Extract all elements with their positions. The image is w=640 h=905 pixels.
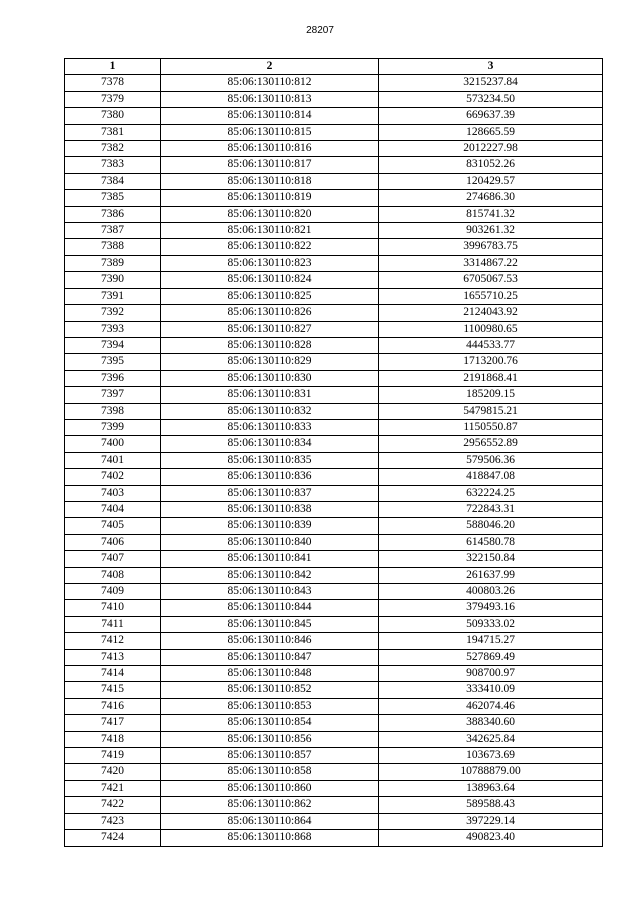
table-row — [65, 173, 603, 189]
row-number-cell: 7389 — [65, 255, 161, 271]
table-row — [65, 370, 603, 386]
table-row — [65, 255, 603, 271]
row-number-cell: 7419 — [65, 748, 161, 764]
value-cell: 579506.36 — [379, 452, 603, 468]
value-cell: 632224.25 — [379, 485, 603, 501]
column-header: 1 — [65, 59, 161, 75]
cadastral-number-cell: 85:06:130110:827 — [161, 321, 379, 337]
table-row — [65, 764, 603, 780]
table-row — [65, 551, 603, 567]
column-header: 3 — [379, 59, 603, 75]
value-cell: 669637.39 — [379, 108, 603, 124]
row-number-cell: 7393 — [65, 321, 161, 337]
table-row — [65, 91, 603, 107]
value-cell: 3215237.84 — [379, 75, 603, 91]
cadastral-number-cell: 85:06:130110:831 — [161, 387, 379, 403]
cadastral-number-cell: 85:06:130110:834 — [161, 436, 379, 452]
value-cell: 1150550.87 — [379, 419, 603, 435]
cadastral-number-cell: 85:06:130110:862 — [161, 797, 379, 813]
cadastral-number-cell: 85:06:130110:824 — [161, 272, 379, 288]
value-cell: 10788879.00 — [379, 764, 603, 780]
value-cell: 1713200.76 — [379, 354, 603, 370]
row-number-cell: 7378 — [65, 75, 161, 91]
row-number-cell: 7424 — [65, 830, 161, 846]
cadastral-number-cell: 85:06:130110:829 — [161, 354, 379, 370]
value-cell: 322150.84 — [379, 551, 603, 567]
table-body — [65, 75, 603, 846]
value-cell: 333410.09 — [379, 682, 603, 698]
table-row — [65, 797, 603, 813]
cadastral-number-cell: 85:06:130110:835 — [161, 452, 379, 468]
value-cell: 573234.50 — [379, 91, 603, 107]
table-row — [65, 649, 603, 665]
table-row — [65, 616, 603, 632]
row-number-cell: 7423 — [65, 813, 161, 829]
value-cell: 194715.27 — [379, 633, 603, 649]
value-cell: 261637.99 — [379, 567, 603, 583]
cadastral-number-cell: 85:06:130110:812 — [161, 75, 379, 91]
row-number-cell: 7420 — [65, 764, 161, 780]
value-cell: 903261.32 — [379, 223, 603, 239]
cadastral-number-cell: 85:06:130110:837 — [161, 485, 379, 501]
cadastral-number-cell: 85:06:130110:819 — [161, 190, 379, 206]
row-number-cell: 7388 — [65, 239, 161, 255]
cadastral-number-cell: 85:06:130110:858 — [161, 764, 379, 780]
value-cell: 3996783.75 — [379, 239, 603, 255]
value-cell: 614580.78 — [379, 534, 603, 550]
row-number-cell: 7396 — [65, 370, 161, 386]
row-number-cell: 7403 — [65, 485, 161, 501]
table-row — [65, 141, 603, 157]
row-number-cell: 7406 — [65, 534, 161, 550]
value-cell: 397229.14 — [379, 813, 603, 829]
cadastral-number-cell: 85:06:130110:832 — [161, 403, 379, 419]
value-cell: 103673.69 — [379, 748, 603, 764]
table-row — [65, 518, 603, 534]
row-number-cell: 7409 — [65, 584, 161, 600]
cadastral-number-cell: 85:06:130110:843 — [161, 584, 379, 600]
cadastral-number-cell: 85:06:130110:848 — [161, 666, 379, 682]
column-header: 2 — [161, 59, 379, 75]
value-cell: 418847.08 — [379, 469, 603, 485]
cadastral-number-cell: 85:06:130110:868 — [161, 830, 379, 846]
cadastral-number-cell: 85:06:130110:844 — [161, 600, 379, 616]
cadastral-number-cell: 85:06:130110:823 — [161, 255, 379, 271]
row-number-cell: 7399 — [65, 419, 161, 435]
value-cell: 379493.16 — [379, 600, 603, 616]
cadastral-number-cell: 85:06:130110:836 — [161, 469, 379, 485]
value-cell: 5479815.21 — [379, 403, 603, 419]
cadastral-number-cell: 85:06:130110:856 — [161, 731, 379, 747]
cadastral-number-cell: 85:06:130110:818 — [161, 173, 379, 189]
value-cell: 509333.02 — [379, 616, 603, 632]
table-row — [65, 436, 603, 452]
cadastral-number-cell: 85:06:130110:853 — [161, 698, 379, 714]
table-row — [65, 419, 603, 435]
table-row — [65, 272, 603, 288]
row-number-cell: 7381 — [65, 124, 161, 140]
value-cell: 444533.77 — [379, 337, 603, 353]
value-cell: 120429.57 — [379, 173, 603, 189]
cadastral-number-cell: 85:06:130110:815 — [161, 124, 379, 140]
row-number-cell: 7408 — [65, 567, 161, 583]
value-cell: 527869.49 — [379, 649, 603, 665]
table-row — [65, 698, 603, 714]
value-cell: 722843.31 — [379, 501, 603, 517]
table-row — [65, 124, 603, 140]
row-number-cell: 7405 — [65, 518, 161, 534]
cadastral-number-cell: 85:06:130110:814 — [161, 108, 379, 124]
table-row — [65, 108, 603, 124]
row-number-cell: 7391 — [65, 288, 161, 304]
table-row — [65, 452, 603, 468]
table-row — [65, 633, 603, 649]
cadastral-number-cell: 85:06:130110:826 — [161, 305, 379, 321]
row-number-cell: 7421 — [65, 780, 161, 796]
cadastral-number-cell: 85:06:130110:838 — [161, 501, 379, 517]
table-row — [65, 75, 603, 91]
value-cell: 908700.97 — [379, 666, 603, 682]
row-number-cell: 7404 — [65, 501, 161, 517]
value-cell: 138963.64 — [379, 780, 603, 796]
row-number-cell: 7414 — [65, 666, 161, 682]
header-row — [65, 59, 603, 75]
row-number-cell: 7407 — [65, 551, 161, 567]
table-row — [65, 321, 603, 337]
table-row — [65, 190, 603, 206]
row-number-cell: 7380 — [65, 108, 161, 124]
row-number-cell: 7412 — [65, 633, 161, 649]
row-number-cell: 7386 — [65, 206, 161, 222]
table-row — [65, 666, 603, 682]
table-row — [65, 157, 603, 173]
table-row — [65, 387, 603, 403]
value-cell: 2191868.41 — [379, 370, 603, 386]
table-row — [65, 337, 603, 353]
cadastral-number-cell: 85:06:130110:813 — [161, 91, 379, 107]
cadastral-number-cell: 85:06:130110:816 — [161, 141, 379, 157]
row-number-cell: 7387 — [65, 223, 161, 239]
row-number-cell: 7384 — [65, 173, 161, 189]
table-row — [65, 501, 603, 517]
table-row — [65, 584, 603, 600]
cadastral-number-cell: 85:06:130110:847 — [161, 649, 379, 665]
table-row — [65, 223, 603, 239]
table-row — [65, 813, 603, 829]
table-row — [65, 715, 603, 731]
row-number-cell: 7422 — [65, 797, 161, 813]
value-cell: 274686.30 — [379, 190, 603, 206]
row-number-cell: 7400 — [65, 436, 161, 452]
value-cell: 815741.32 — [379, 206, 603, 222]
cadastral-number-cell: 85:06:130110:864 — [161, 813, 379, 829]
table-row — [65, 748, 603, 764]
cadastral-number-cell: 85:06:130110:830 — [161, 370, 379, 386]
table-row — [65, 288, 603, 304]
row-number-cell: 7395 — [65, 354, 161, 370]
table-row — [65, 567, 603, 583]
cadastral-number-cell: 85:06:130110:845 — [161, 616, 379, 632]
page-number: 28207 — [306, 25, 334, 36]
value-cell: 128665.59 — [379, 124, 603, 140]
value-cell: 2012227.98 — [379, 141, 603, 157]
value-cell: 2956552.89 — [379, 436, 603, 452]
cadastral-number-cell: 85:06:130110:860 — [161, 780, 379, 796]
row-number-cell: 7416 — [65, 698, 161, 714]
cadastral-number-cell: 85:06:130110:833 — [161, 419, 379, 435]
row-number-cell: 7390 — [65, 272, 161, 288]
value-cell: 831052.26 — [379, 157, 603, 173]
row-number-cell: 7411 — [65, 616, 161, 632]
row-number-cell: 7415 — [65, 682, 161, 698]
table-row — [65, 534, 603, 550]
table-row — [65, 731, 603, 747]
cadastral-number-cell: 85:06:130110:841 — [161, 551, 379, 567]
value-cell: 3314867.22 — [379, 255, 603, 271]
cadastral-number-cell: 85:06:130110:840 — [161, 534, 379, 550]
row-number-cell: 7398 — [65, 403, 161, 419]
value-cell: 388340.60 — [379, 715, 603, 731]
value-cell: 490823.40 — [379, 830, 603, 846]
cadastral-number-cell: 85:06:130110:839 — [161, 518, 379, 534]
cadastral-number-cell: 85:06:130110:842 — [161, 567, 379, 583]
value-cell: 6705067.53 — [379, 272, 603, 288]
row-number-cell: 7385 — [65, 190, 161, 206]
table-row — [65, 830, 603, 846]
cadastral-number-cell: 85:06:130110:820 — [161, 206, 379, 222]
value-cell: 1655710.25 — [379, 288, 603, 304]
value-cell: 2124043.92 — [379, 305, 603, 321]
row-number-cell: 7417 — [65, 715, 161, 731]
value-cell: 589588.43 — [379, 797, 603, 813]
row-number-cell: 7383 — [65, 157, 161, 173]
cadastral-number-cell: 85:06:130110:825 — [161, 288, 379, 304]
row-number-cell: 7397 — [65, 387, 161, 403]
table-row — [65, 206, 603, 222]
row-number-cell: 7379 — [65, 91, 161, 107]
row-number-cell: 7413 — [65, 649, 161, 665]
table-row — [65, 469, 603, 485]
row-number-cell: 7402 — [65, 469, 161, 485]
value-cell: 462074.46 — [379, 698, 603, 714]
cadastral-number-cell: 85:06:130110:857 — [161, 748, 379, 764]
row-number-cell: 7382 — [65, 141, 161, 157]
table-row — [65, 485, 603, 501]
table-row — [65, 305, 603, 321]
row-number-cell: 7392 — [65, 305, 161, 321]
cadastral-number-cell: 85:06:130110:821 — [161, 223, 379, 239]
table-row — [65, 239, 603, 255]
row-number-cell: 7401 — [65, 452, 161, 468]
data-table — [64, 58, 603, 847]
table-row — [65, 682, 603, 698]
cadastral-number-cell: 85:06:130110:846 — [161, 633, 379, 649]
table-row — [65, 600, 603, 616]
cadastral-number-cell: 85:06:130110:828 — [161, 337, 379, 353]
cadastral-number-cell: 85:06:130110:817 — [161, 157, 379, 173]
cadastral-number-cell: 85:06:130110:822 — [161, 239, 379, 255]
table-row — [65, 354, 603, 370]
table-row — [65, 403, 603, 419]
cadastral-number-cell: 85:06:130110:852 — [161, 682, 379, 698]
value-cell: 400803.26 — [379, 584, 603, 600]
value-cell: 185209.15 — [379, 387, 603, 403]
row-number-cell: 7418 — [65, 731, 161, 747]
row-number-cell: 7410 — [65, 600, 161, 616]
row-number-cell: 7394 — [65, 337, 161, 353]
cadastral-number-cell: 85:06:130110:854 — [161, 715, 379, 731]
table-row — [65, 780, 603, 796]
value-cell: 588046.20 — [379, 518, 603, 534]
value-cell: 342625.84 — [379, 731, 603, 747]
value-cell: 1100980.65 — [379, 321, 603, 337]
